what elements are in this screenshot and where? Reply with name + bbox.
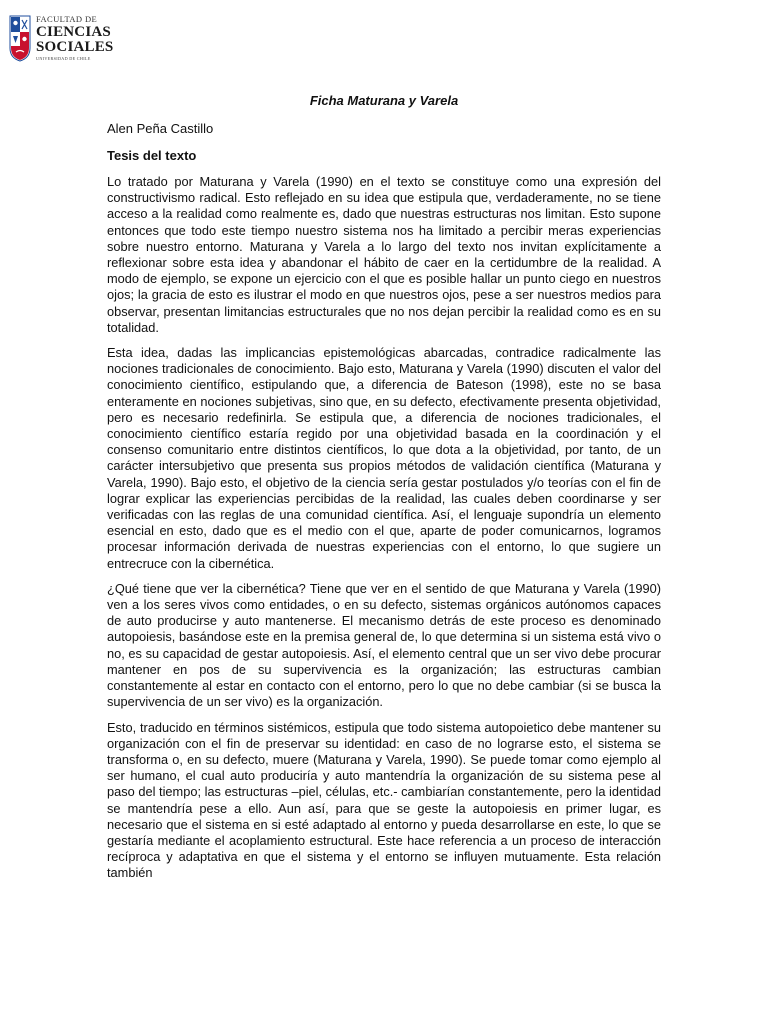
logo-wordmark — [36, 15, 113, 61]
logo-line-sociales: SOCIALES — [36, 38, 114, 55]
faculty-logo — [8, 14, 113, 62]
paragraph-3: ¿Qué tiene que ver la cibernética? Tiene que ver en el sentido de que Maturana y Varela (1990) ven a los seres vivos como entidades, o en su defecto, sistemas orgánicos autónomos capaces de auto producirse y auto mantenerse. El mecanismo detrás de este proceso es denominado autopoiesis, basándose este en la premisa general de, lo que determina si un sistema está vivo o no, es su capacidad de gestar autopoiesis. Así, el elemento central que un ser vivo debe procurar mantener en pos de su supervivencia es la organización; las estructuras cambian constantemente al estar en contacto con el entorno, pero lo que no debe cambiar (si se busca la supervivencia de un ser vivo) es la organización. — [107, 580, 661, 710]
university-shield-icon — [8, 14, 32, 62]
logo-faculty-text: FACULTAD DE — [36, 14, 98, 25]
paragraph-1: Lo tratado por Maturana y Varela (1990) en el texto se constituye como una expresión del constructivismo radical. Esto reflejado en su idea que estipula que, verdaderamente, no se tiene acceso a la realidad como realmente es, dado que nuestras estructuras nos limitan. Esto supone entonces que todo este tiempo nuestro sistema nos ha limitado a percibir meras experiencias sobre nuestro entorno. Maturana y Varela a lo largo del texto nos invitan explícitamente a reflexionar sobre esta idea y abandonar el hábito de caer en la certidumbre de la realidad. A modo de ejemplo, se expone un ejercicio con el que es posible hallar un punto ciego en nuestros ojos; la gracia de esto es ilustrar el modo en que nuestros ojos, pese a ser nuestros medios para observar, presentan limitancias estructurales que no nos dejan percibir la realidad como es en su totalidad. — [107, 174, 661, 335]
document-title: Ficha Maturana y Varela — [309, 93, 459, 108]
logo-line-ciencias: CIENCIAS — [36, 23, 111, 40]
paragraph-4: Esto, traducido en términos sistémicos, estipula que todo sistema autopoietico debe mantener su organización con el fin de preservar su identidad: en caso de no lograrse esto, el sistema se transforma o, en su defecto, muere (Maturana y Varela, 1990). Se puede tomar como ejemplo al ser humano, el cual auto produciría y auto mantendría la organización de su sistema pese al paso del tiempo; las estructuras –piel, células, etc.- cambiarían constantemente, pero la identidad se mantendría pese a ello. Aun así, para que se geste la autopoiesis en primer lugar, es necesario que el sistema en si esté adaptado al entorno y pueda desarrollarse en este, lo que se gestaría mediante el acoplamiento estructural. Este hace referencia a un proceso de interacción recíproca y adaptativa en que el sistema y el entorno se influyen mutuamente. Esta relación también — [107, 719, 661, 881]
document-body — [107, 91, 661, 891]
paragraph-2: Esta idea, dadas las implicancias epistemológicas abarcadas, contradice radicalmente las nociones tradicionales de conocimiento. Bajo esto, Maturana y Varela (1990) discuten el valor del conocimiento científico, estipulando que, a diferencia de Bateson (1998), este no se basa enteramente en nociones subjetivas, sino que, en su defecto, efectivamente presenta objetividad, pero es necesario redefinirla. Se estipula que, a diferencia de nociones tradicionales, el conocimiento científico estaría regido por una objetividad basada en la coordinación y el consenso comunitario entre distintos científicos, lo que dota a la objetividad, por tanto, de un carácter intersubjetivo que presenta sus propios métodos de validación científica (Maturana y Varela, 1990). Bajo esto, el objetivo de la ciencia sería gestar postulados y/o teorías con el fin de lograr explicar las experiencias percibidas de la realidad, las cuales deben coordinarse y ser verificadas con las reglas de una comunidad científica. Así, el lenguaje supondría un elemento esencial en esto, dado que es el medio con el que, aparte de poder comunicarnos, logramos procesar información derivada de nuestras experiencias con el entorno, lo que sugiere un entrecruce con la cibernética. — [107, 345, 661, 571]
logo-university-text: UNIVERSIDAD DE CHILE — [36, 55, 91, 61]
section-heading: Tesis del texto — [107, 148, 197, 163]
document-author: Alen Peña Castillo — [107, 121, 214, 136]
